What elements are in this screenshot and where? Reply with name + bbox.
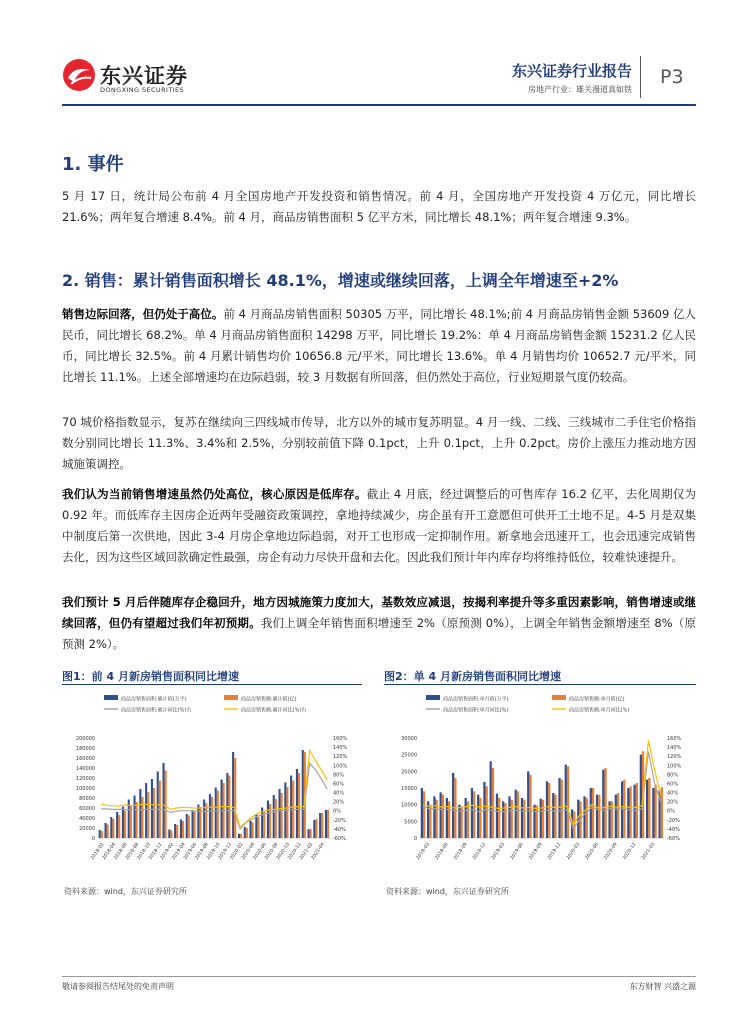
paragraph-forecast xyxy=(62,592,696,655)
chart-1-bar-area xyxy=(244,827,246,838)
chart-1-bar-area xyxy=(215,788,217,839)
chart-2-bar-amount xyxy=(561,780,563,838)
chart-2-bar-amount xyxy=(492,768,494,838)
chart-1-bar-area xyxy=(307,829,309,838)
chart-1-bar-amount xyxy=(147,792,149,838)
chart-2-bar-amount xyxy=(536,805,538,838)
chart-2-bar-area xyxy=(633,785,635,838)
chart-2-bar-area xyxy=(440,792,442,838)
chart-2-bar-area xyxy=(465,798,467,838)
chart-2-bar-area xyxy=(540,799,542,838)
chart-2-y2-tick-label: -20% xyxy=(667,817,680,824)
chart-1-y2-tick-label: 120% xyxy=(333,754,348,761)
chart-2-bar-area xyxy=(508,796,510,838)
chart-1-bar-amount xyxy=(240,834,242,838)
chart-1-bar-amount xyxy=(194,812,196,838)
chart-2-bar-area xyxy=(521,798,523,838)
chart-2-bar-amount xyxy=(598,795,600,838)
chart-1-bar-area xyxy=(319,813,321,838)
chart-2-y-tick-label: 20000 xyxy=(401,769,417,776)
chart-1-x-tick-label: 2021-02 xyxy=(299,842,315,861)
chart-1-bar-area xyxy=(110,817,112,838)
chart-1-y2-tick-label: -60% xyxy=(333,836,346,842)
chart-1-bar-area xyxy=(186,814,188,838)
chart-1-bar-amount xyxy=(176,825,178,838)
chart-1-bar-amount xyxy=(188,816,190,839)
chart-2-legend-label-1: 商品房销售额:单月值(亿) xyxy=(569,696,625,703)
chart-2-bar-amount xyxy=(442,795,444,838)
chart-1-bar-amount xyxy=(136,802,138,838)
chart-1-bar-area xyxy=(325,810,327,838)
chart-1-bar-amount xyxy=(327,810,329,838)
chart-1-bar-area xyxy=(220,780,222,839)
chart-1-bar-amount xyxy=(211,797,213,838)
chart-2-bar-area xyxy=(496,794,498,838)
chart-1-x-tick-label: 2020-12 xyxy=(287,842,303,861)
chart-2-bar-area xyxy=(433,796,435,838)
chart-1-y2-tick-label: 80% xyxy=(333,772,345,779)
chart-1-legend-swatch-0 xyxy=(104,695,118,700)
chart-1-x-tick-label: 2018-06 xyxy=(113,842,129,861)
chart-1-y2-tick-label: 40% xyxy=(333,790,345,797)
section-1-heading: 1. 事件 xyxy=(62,154,124,175)
chart-1-bar-area xyxy=(238,834,240,838)
chart-1-bar-area xyxy=(203,800,205,839)
chart-1-y-tick-label: 0 xyxy=(91,836,95,842)
chart-2-bar-area xyxy=(565,765,567,838)
chart-1-y2-tick-label: 20% xyxy=(333,799,345,806)
chart-2-bar-area xyxy=(615,795,617,838)
chart-2-bar-area xyxy=(490,761,492,838)
chart-1-y-tick-label: 20000 xyxy=(79,826,95,832)
chart-2-y2-tick-label: 140% xyxy=(667,745,682,752)
chart-1-bar-area xyxy=(209,794,211,838)
chart-1-bar-area xyxy=(313,820,315,838)
figure-1-source: 资料来源：wind，东兴证券研究所 xyxy=(64,887,187,896)
chart-2-bar-area xyxy=(446,798,448,838)
chart-1-bar-area xyxy=(162,763,164,838)
chart-1-x-tick-label: 2020-04 xyxy=(241,842,257,861)
chart-1-bar-amount xyxy=(257,817,259,838)
chart-1-legend-label-3: 商品房销售额:累计同比(%)右 xyxy=(241,707,307,714)
chart-1-bar-area xyxy=(278,789,280,838)
chart-2-y-tick-label: 5000 xyxy=(404,819,417,826)
chart-2-bar-area xyxy=(558,778,560,838)
chart-2-legend-label-2: 商品房销售面积:单月同比(%) xyxy=(443,707,509,714)
chart-2-bar-amount xyxy=(429,805,431,838)
chart-1-bar-area xyxy=(116,812,118,838)
chart-1-bar-area xyxy=(273,795,275,838)
chart-2 xyxy=(384,690,696,880)
header-divider xyxy=(640,56,641,98)
chart-1-x-tick-label: 2019-10 xyxy=(206,842,222,861)
paragraph-sales xyxy=(62,304,696,388)
chart-1-y2-tick-label: -20% xyxy=(333,817,346,824)
chart-1-bar-amount xyxy=(118,815,120,838)
chart-2-legend-label-0: 商品房销售面积:单月值(万平) xyxy=(443,696,509,703)
chart-1-x-tick-label: 2020-10 xyxy=(275,842,292,861)
chart-1-bar-amount xyxy=(217,791,219,839)
chart-2-bar-area xyxy=(646,780,648,838)
logo-mark-icon xyxy=(62,58,96,92)
chart-2-bar-amount xyxy=(586,798,588,838)
chart-2-bar-amount xyxy=(529,775,531,838)
chart-2-y2-tick-label: -40% xyxy=(667,826,680,833)
chart-2-y2-tick-label: 80% xyxy=(667,772,679,779)
chart-2-bar-area xyxy=(590,788,592,838)
report-subtitle: 房地产行业：雄关漫道真如铁 xyxy=(528,85,632,94)
chart-2-bar-area xyxy=(458,805,460,838)
chart-2-bar-area xyxy=(640,755,642,838)
figure-1-title: 图1：前 4 月新房销售面积同比增速 xyxy=(62,670,239,683)
chart-2-x-tick-label: 2019-06 xyxy=(509,842,525,861)
chart-1-bar-area xyxy=(133,796,135,839)
chart-1-bar-area xyxy=(302,750,304,838)
chart-2-y-tick-label: 30000 xyxy=(401,736,417,742)
chart-1-bar-area xyxy=(180,820,182,839)
chart-1-y2-tick-label: 160% xyxy=(333,736,348,742)
chart-1-bar-amount xyxy=(234,758,236,838)
chart-1-bar-area xyxy=(151,779,153,838)
footer-disclaimer: 敬请参阅报告结尾处的免责声明 xyxy=(62,982,174,991)
chart-2-bar-amount xyxy=(423,791,425,838)
chart-2-bar-area xyxy=(527,771,529,838)
chart-1-bar-amount xyxy=(165,771,167,839)
chart-1-x-tick-label: 2018-12 xyxy=(148,842,164,861)
chart-1-bar-amount xyxy=(107,825,109,839)
chart-1-y-tick-label: 140000 xyxy=(75,766,95,772)
chart-2-bar-amount xyxy=(523,800,525,838)
chart-1-x-tick-label: 2019-08 xyxy=(194,842,210,861)
chart-2-y2-tick-label: 20% xyxy=(667,799,679,806)
chart-2-bar-area xyxy=(546,781,548,838)
chart-1-bar-amount xyxy=(182,821,184,838)
chart-1-bar-amount xyxy=(321,813,323,838)
chart-1-y2-tick-label: 140% xyxy=(333,745,348,752)
chart-1-x-tick-label: 2020-02 xyxy=(229,842,245,861)
chart-1-y2-tick-label: -40% xyxy=(333,826,346,833)
chart-2-bar-amount xyxy=(542,800,544,838)
chart-1-x-tick-label: 2019-02 xyxy=(159,842,176,861)
chart-2-bar-area xyxy=(602,770,604,838)
chart-1-bar-amount xyxy=(153,788,155,838)
chart-1-bar-area xyxy=(139,789,141,838)
chart-2-bar-amount xyxy=(604,768,606,838)
paragraph-forecast-lead: 我们预计 5 月后伴随库存企稳回升，地方因城施策力度加大，基数效应减退，按揭利率提升等多重因素影响，销售增速或继续回落，但仍有望超过我们年初预期。 xyxy=(62,595,696,630)
chart-1-bar-amount xyxy=(170,831,172,839)
paragraph-inventory-lead: 我们认为当前销售增速虽然仍处高位，核心原因是低库存。 xyxy=(62,487,367,501)
chart-2-bar-area xyxy=(552,793,554,838)
chart-1-bar-area xyxy=(226,773,228,838)
chart-2-bar-amount xyxy=(479,798,481,838)
chart-2-x-tick-label: 2021-03 xyxy=(641,842,657,861)
chart-2-legend-swatch-0 xyxy=(426,695,440,700)
chart-1-bar-area xyxy=(296,769,298,838)
chart-2-bar-area xyxy=(502,801,504,838)
chart-2-y2-tick-label: 100% xyxy=(667,763,682,770)
chart-2-x-tick-label: 2020-12 xyxy=(622,842,638,861)
chart-2-bar-area xyxy=(596,795,598,838)
chart-2-bar-amount xyxy=(511,800,513,838)
chart-2-legend-label-3: 商品房销售额:单月同比(%) xyxy=(569,707,630,714)
footer-rule xyxy=(62,976,696,977)
chart-1-bar-amount xyxy=(275,799,277,838)
chart-2-bar-area xyxy=(515,790,517,838)
chart-2-x-tick-label: 2018-03 xyxy=(415,842,432,861)
chart-2-bar-amount xyxy=(592,788,594,838)
figure-2-source: 资料来源：wind，东兴证券研究所 xyxy=(386,887,509,896)
chart-1-bar-area xyxy=(197,805,199,839)
chart-1-x-tick-label: 2019-12 xyxy=(217,842,234,861)
paragraph-price-index: 70 城价格指数显示，复苏在继续向三四线城市传导，北方以外的城市复苏明显。4 月一线、二线、三线城市二手住宅价格指数分别同比增长 11.3%、3.4%和 2.5%，分别较前值下降 0.1pct，上升 0.1pct，上升 0.2pct。房价上涨压力推动地方因城施策调控。 xyxy=(62,415,696,471)
chart-1 xyxy=(62,690,362,880)
chart-2-bar-area xyxy=(452,773,454,838)
chart-1-y-tick-label: 200000 xyxy=(75,736,95,742)
chart-1-y-tick-label: 160000 xyxy=(75,756,95,762)
chart-2-x-tick-label: 2020-06 xyxy=(584,842,600,861)
figure-1-rule xyxy=(62,684,362,685)
chart-1-x-tick-label: 2020-06 xyxy=(252,842,268,861)
chart-1-y2-tick-label: 100% xyxy=(333,763,348,770)
chart-1-bar-area xyxy=(191,810,193,838)
chart-2-y2-tick-label: 60% xyxy=(667,781,679,788)
chart-1-legend-label-0: 商品房销售面积:累计值(万平) xyxy=(121,696,187,703)
chart-1-bar-area xyxy=(145,783,147,838)
chart-1-bar-amount xyxy=(112,819,114,838)
chart-1-x-tick-label: 2018-08 xyxy=(125,842,141,861)
chart-2-bar-area xyxy=(627,788,629,838)
chart-2-x-tick-label: 2020-03 xyxy=(566,842,582,861)
page-number: P3 xyxy=(660,66,684,88)
chart-2-y-tick-label: 15000 xyxy=(401,786,417,792)
chart-2-bar-amount xyxy=(629,786,631,838)
chart-1-bar-amount xyxy=(315,819,317,838)
paragraph-sales-lead: 销售边际回落，但仍处于高位。 xyxy=(62,307,224,321)
chart-1-bar-amount xyxy=(205,803,207,838)
chart-2-bar-amount xyxy=(654,785,656,838)
chart-1-bar-amount xyxy=(286,787,288,838)
chart-1-bar-area xyxy=(174,824,176,838)
chart-2-bar-amount xyxy=(648,778,650,838)
chart-1-x-tick-label: 2018-04 xyxy=(101,842,118,861)
chart-2-y2-tick-label: 0% xyxy=(667,808,675,815)
chart-1-x-tick-label: 2021-04 xyxy=(310,842,326,861)
chart-1-y-tick-label: 80000 xyxy=(79,796,95,802)
chart-1-bar-amount xyxy=(310,829,312,838)
chart-1-bar-amount xyxy=(124,811,126,839)
chart-2-bar-amount xyxy=(498,798,500,838)
chart-2-bar-area xyxy=(477,795,479,838)
section-1-text: 5 月 17 日，统计局公布前 4 月全国房地产开发投资和销售情况。前 4 月，全国房地产开发投资 4 万亿元，同比增长 21.6%；两年复合增速 8.4%。前 4 月，商品房销售面积 5 亿平方米，同比增长 48.1%；两年复合增速 9.3%。 xyxy=(62,189,696,224)
chart-2-bar-area xyxy=(471,788,473,838)
chart-1-legend-swatch-1 xyxy=(224,695,238,700)
chart-2-y2-tick-label: -60% xyxy=(667,836,680,842)
figure-2-title: 图2：单 4 月新房销售面积同比增速 xyxy=(384,670,561,683)
chart-1-legend-label-1: 商品房销售额:累计值(亿) xyxy=(241,696,297,703)
chart-1-bar-amount xyxy=(252,823,254,839)
chart-1-x-tick-label: 2018-10 xyxy=(136,842,152,861)
chart-1-bar-area xyxy=(122,807,124,839)
header-rule xyxy=(62,104,696,106)
chart-1-legend-label-2: 商品房销售面积:累计同比(%)右 xyxy=(121,707,192,714)
chart-1-y-tick-label: 40000 xyxy=(79,816,95,822)
chart-2-x-tick-label: 2018-09 xyxy=(453,842,469,861)
chart-2-x-tick-label: 2018-12 xyxy=(472,842,488,861)
paragraph-forecast-body: 我们上调全年销售面积增速至 2%（原预测 0%），上调全年销售金额增速至 8%（原预测 2%）。 xyxy=(62,616,696,651)
chart-1-y-tick-label: 180000 xyxy=(75,746,95,752)
chart-2-bar-amount xyxy=(517,791,519,838)
chart-1-bar-amount xyxy=(246,828,248,838)
chart-2-y2-tick-label: 40% xyxy=(667,790,679,797)
chart-1-bar-amount xyxy=(298,773,300,838)
chart-1-bar-amount xyxy=(141,797,143,838)
chart-2-x-tick-label: 2019-03 xyxy=(490,842,507,861)
paragraph-sales-body: 前 4 月商品房销售面积 50305 万平，同比增长 48.1%;前 4 月商品房销售金额 53609 亿人民币，同比增长 68.2%。单 4 月商品房销售面积 14298 万平，同比增长 19.2%：单 4 月商品房销售金额 15231.2 亿人民币，同比增长 32.5%。前 4 月累计销售均价 10656.8 元/平米，同比增长 13.6%。单 4 月销售均价 10652.7 元/平米，同比增长 11.1%。上述全部增速均在边际趋弱，较 3 月数据有所回落，但仍然处于高位，行业短期景气度仍较高。 xyxy=(62,307,696,384)
chart-2-bar-area xyxy=(533,805,535,838)
report-title: 东兴证券行业报告 xyxy=(511,62,632,80)
chart-2-y2-tick-label: 120% xyxy=(667,754,682,761)
chart-2-y-tick-label: 0 xyxy=(413,836,417,842)
paragraph-inventory-body: 截止 4 月底，经过调整后的可售库存 16.2 亿平，去化周期仅为 0.92 年。而低库存主因房企近两年受融资政策调控，拿地持续减少，房企虽有开工意愿但可供开工土地不足。4-5 月是双集中制度后第一次供地，因此 3-4 月房企拿地边际趋弱，对开工也形成一定抑制作用。新拿地会迅速开工，也会迅速完成销售去化，因为这些区域回款确定性最强，房企有动力尽快开盘和去化。因此我们预计年内库存均将维持低位，较难快速提升。 xyxy=(62,487,697,564)
chart-1-bar-amount xyxy=(281,793,283,838)
chart-1-bar-area xyxy=(99,830,101,838)
chart-2-x-tick-label: 2019-12 xyxy=(547,842,563,861)
chart-2-bar-area xyxy=(427,801,429,838)
chart-2-y-tick-label: 25000 xyxy=(401,752,417,759)
chart-2-bar-amount xyxy=(486,786,488,838)
chart-2-bar-amount xyxy=(567,766,569,838)
logo-text: 东兴证券 xyxy=(100,64,188,88)
chart-2-bar-amount xyxy=(554,795,556,838)
chart-2-bar-area xyxy=(583,796,585,838)
chart-1-y2-tick-label: 60% xyxy=(333,781,345,788)
chart-1-bar-area xyxy=(267,801,269,839)
chart-1-x-tick-label: 2019-04 xyxy=(171,842,187,861)
chart-1-y-tick-label: 120000 xyxy=(75,776,95,782)
chart-1-bar-amount xyxy=(101,831,103,838)
paragraph-inventory xyxy=(62,484,696,568)
chart-2-y2-tick-label: 160% xyxy=(667,736,682,742)
chart-2-bar-area xyxy=(621,781,623,838)
chart-1-y-tick-label: 100000 xyxy=(75,786,95,792)
chart-1-bar-area xyxy=(104,823,106,838)
chart-2-x-tick-label: 2018-06 xyxy=(434,842,450,861)
figure-2-rule xyxy=(384,684,696,685)
chart-1-bar-area xyxy=(249,821,251,838)
chart-1-bar-area xyxy=(168,830,170,839)
footer-slogan: 东方财智 兴盛之源 xyxy=(629,982,696,991)
chart-2-bar-area xyxy=(421,788,423,838)
chart-2-bar-amount xyxy=(473,791,475,838)
chart-2-legend-swatch-1 xyxy=(552,695,566,700)
logo-english-text: DONGXING SECURITIES xyxy=(100,86,185,94)
chart-1-x-tick-label: 2020-08 xyxy=(264,842,280,861)
chart-1-y2-tick-label: 0% xyxy=(333,808,341,815)
section-2-heading: 2. 销售：累计销售面积增长 48.1%，增速或继续回落，上调全年增速至+2% xyxy=(62,271,619,290)
chart-2-bar-amount xyxy=(617,793,619,838)
chart-1-bar-area xyxy=(232,752,234,838)
chart-2-y-tick-label: 10000 xyxy=(401,802,417,809)
chart-2-bar-area xyxy=(652,788,654,838)
chart-1-x-tick-label: 2019-06 xyxy=(183,842,199,861)
chart-2-x-tick-label: 2020-09 xyxy=(603,842,619,861)
chart-1-y-tick-label: 60000 xyxy=(79,806,95,812)
chart-2-x-tick-label: 2019-09 xyxy=(528,842,544,861)
chart-1-x-tick-label: 2018-02 xyxy=(90,842,106,861)
